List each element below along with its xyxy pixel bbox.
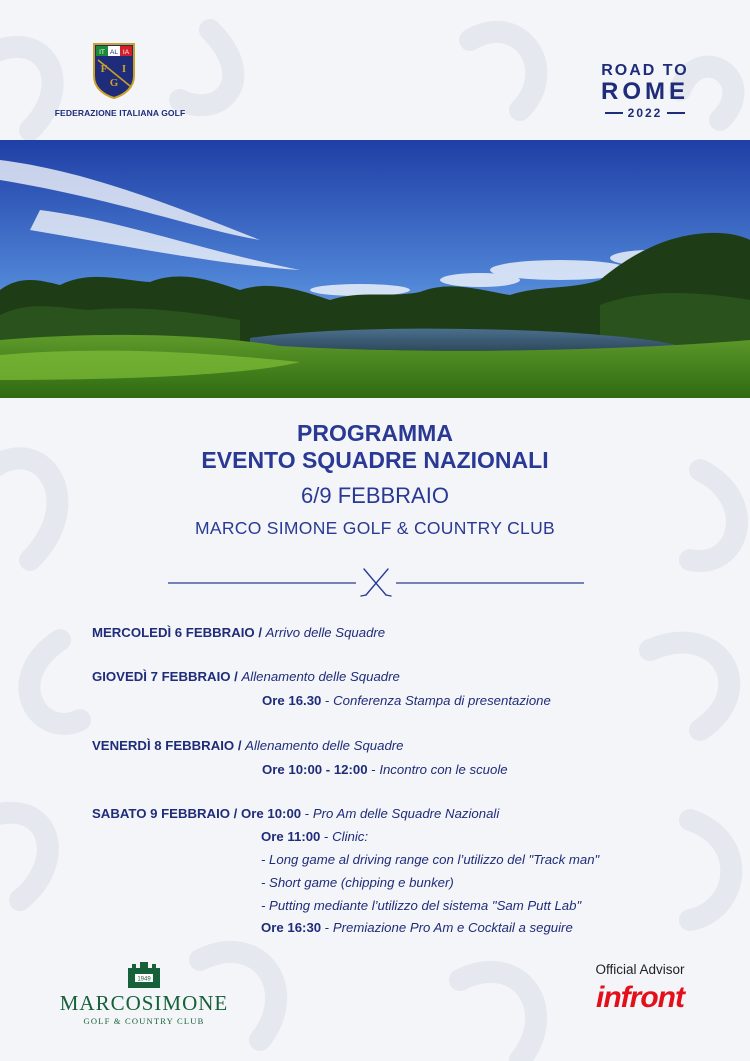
marco-simone-logo [50, 958, 238, 1028]
saturday-bullet-2: - Short game (chipping e bunker) [261, 875, 454, 890]
thursday-time-text: Conferenza Stampa di presentazione [333, 693, 551, 708]
fig-name: FEDERAZIONE ITALIANA GOLF [54, 108, 186, 118]
year-row [590, 106, 700, 120]
friday-time: Ore 10:00 - 12:00 [262, 762, 368, 777]
fig-shield-letter-i: I [121, 63, 127, 75]
golf-clubs-icon [361, 569, 391, 596]
schedule-saturday-awards: Ore 16:30 - Premiazione Pro Am e Cocktail a seguire [261, 920, 573, 935]
rome-label: ROME [601, 78, 689, 105]
saturday-slash: / [230, 806, 241, 821]
schedule-friday [92, 737, 404, 755]
saturday-text-2: Clinic: [332, 829, 369, 844]
fig-shield-letter-g: G [109, 77, 119, 89]
road-to-rome-logo [590, 62, 700, 120]
schedule-thursday-time: Ore 16.30 - Conferenza Stampa di presentazione [262, 693, 551, 708]
castle-badge-text: 1949 [137, 976, 151, 983]
fig-shield-letter-f: F [100, 63, 108, 75]
friday-slash: / [234, 738, 246, 753]
title-line-2: EVENTO SQUADRE NAZIONALI [201, 447, 549, 473]
title-line-1: PROGRAMMA [297, 420, 453, 446]
thursday-text: Allenamento delle Squadre [241, 669, 400, 684]
saturday-time-1: Ore 10:00 [241, 806, 302, 821]
friday-day: VENERDÌ 8 FEBBRAIO [92, 738, 235, 753]
event-venue: MARCO SIMONE GOLF & COUNTRY CLUB [195, 518, 555, 538]
fig-shield-icon [90, 42, 138, 100]
castle-icon [124, 958, 164, 990]
friday-text: Allenamento delle Squadre [245, 738, 404, 753]
schedule-friday-time: Ore 10:00 - 12:00 - Incontro con le scuole [262, 762, 508, 777]
thursday-slash: / [230, 669, 242, 684]
fig-shield-top-2: AL [110, 49, 118, 56]
year-label: 2022 [627, 106, 663, 120]
club-name: MARCOSIMONE [59, 991, 229, 1015]
fig-logo [50, 42, 190, 120]
club-subtitle: GOLF & COUNTRY CLUB [83, 1016, 205, 1026]
saturday-time-2: Ore 11:00 [261, 829, 321, 844]
fig-shield-top-1: IT [99, 49, 105, 56]
advisor-label: Official Advisor [595, 962, 685, 977]
thursday-time: Ore 16.30 [262, 693, 322, 708]
event-dates: 6/9 FEBBRAIO [301, 483, 449, 508]
saturday-day: SABATO 9 FEBBRAIO [92, 806, 230, 821]
schedule-saturday: SABATO 9 FEBBRAIO / Ore 10:00 - Pro Am delle Squadre Nazionali [92, 806, 500, 821]
title-block [0, 420, 750, 540]
schedule-thursday [92, 668, 400, 686]
saturday-bullet-3: - Putting mediante l’utilizzo del sistema "Sam Putt Lab" [261, 898, 582, 913]
fig-shield-top-3: IA [122, 49, 130, 56]
golf-course-photo [0, 140, 750, 398]
thursday-day: GIOVEDÌ 7 FEBBRAIO [92, 669, 231, 684]
friday-time-text: Incontro con le scuole [379, 762, 508, 777]
year-bar-right [667, 112, 685, 114]
saturday-bullet-1: - Long game al driving range con l’utilizzo del "Track man" [261, 852, 600, 867]
saturday-text-3: Premiazione Pro Am e Cocktail a seguire [332, 920, 573, 935]
schedule-saturday-clinic: Ore 11:00 - Clinic: [261, 829, 369, 844]
official-advisor [580, 962, 700, 1015]
year-bar-left [605, 112, 623, 114]
road-to-label: ROAD TO [601, 62, 689, 79]
wednesday-day: MERCOLEDÌ 6 FEBBRAIO [92, 625, 255, 640]
wednesday-text: Arrivo delle Squadre [265, 625, 386, 640]
wednesday-slash: / [254, 625, 266, 640]
schedule-wednesday [92, 624, 385, 642]
saturday-time-3: Ore 16:30 [261, 920, 322, 935]
crossed-clubs-divider [168, 565, 584, 601]
infront-logo: infront [596, 981, 684, 1014]
saturday-text-1: Pro Am delle Squadre Nazionali [312, 806, 500, 821]
